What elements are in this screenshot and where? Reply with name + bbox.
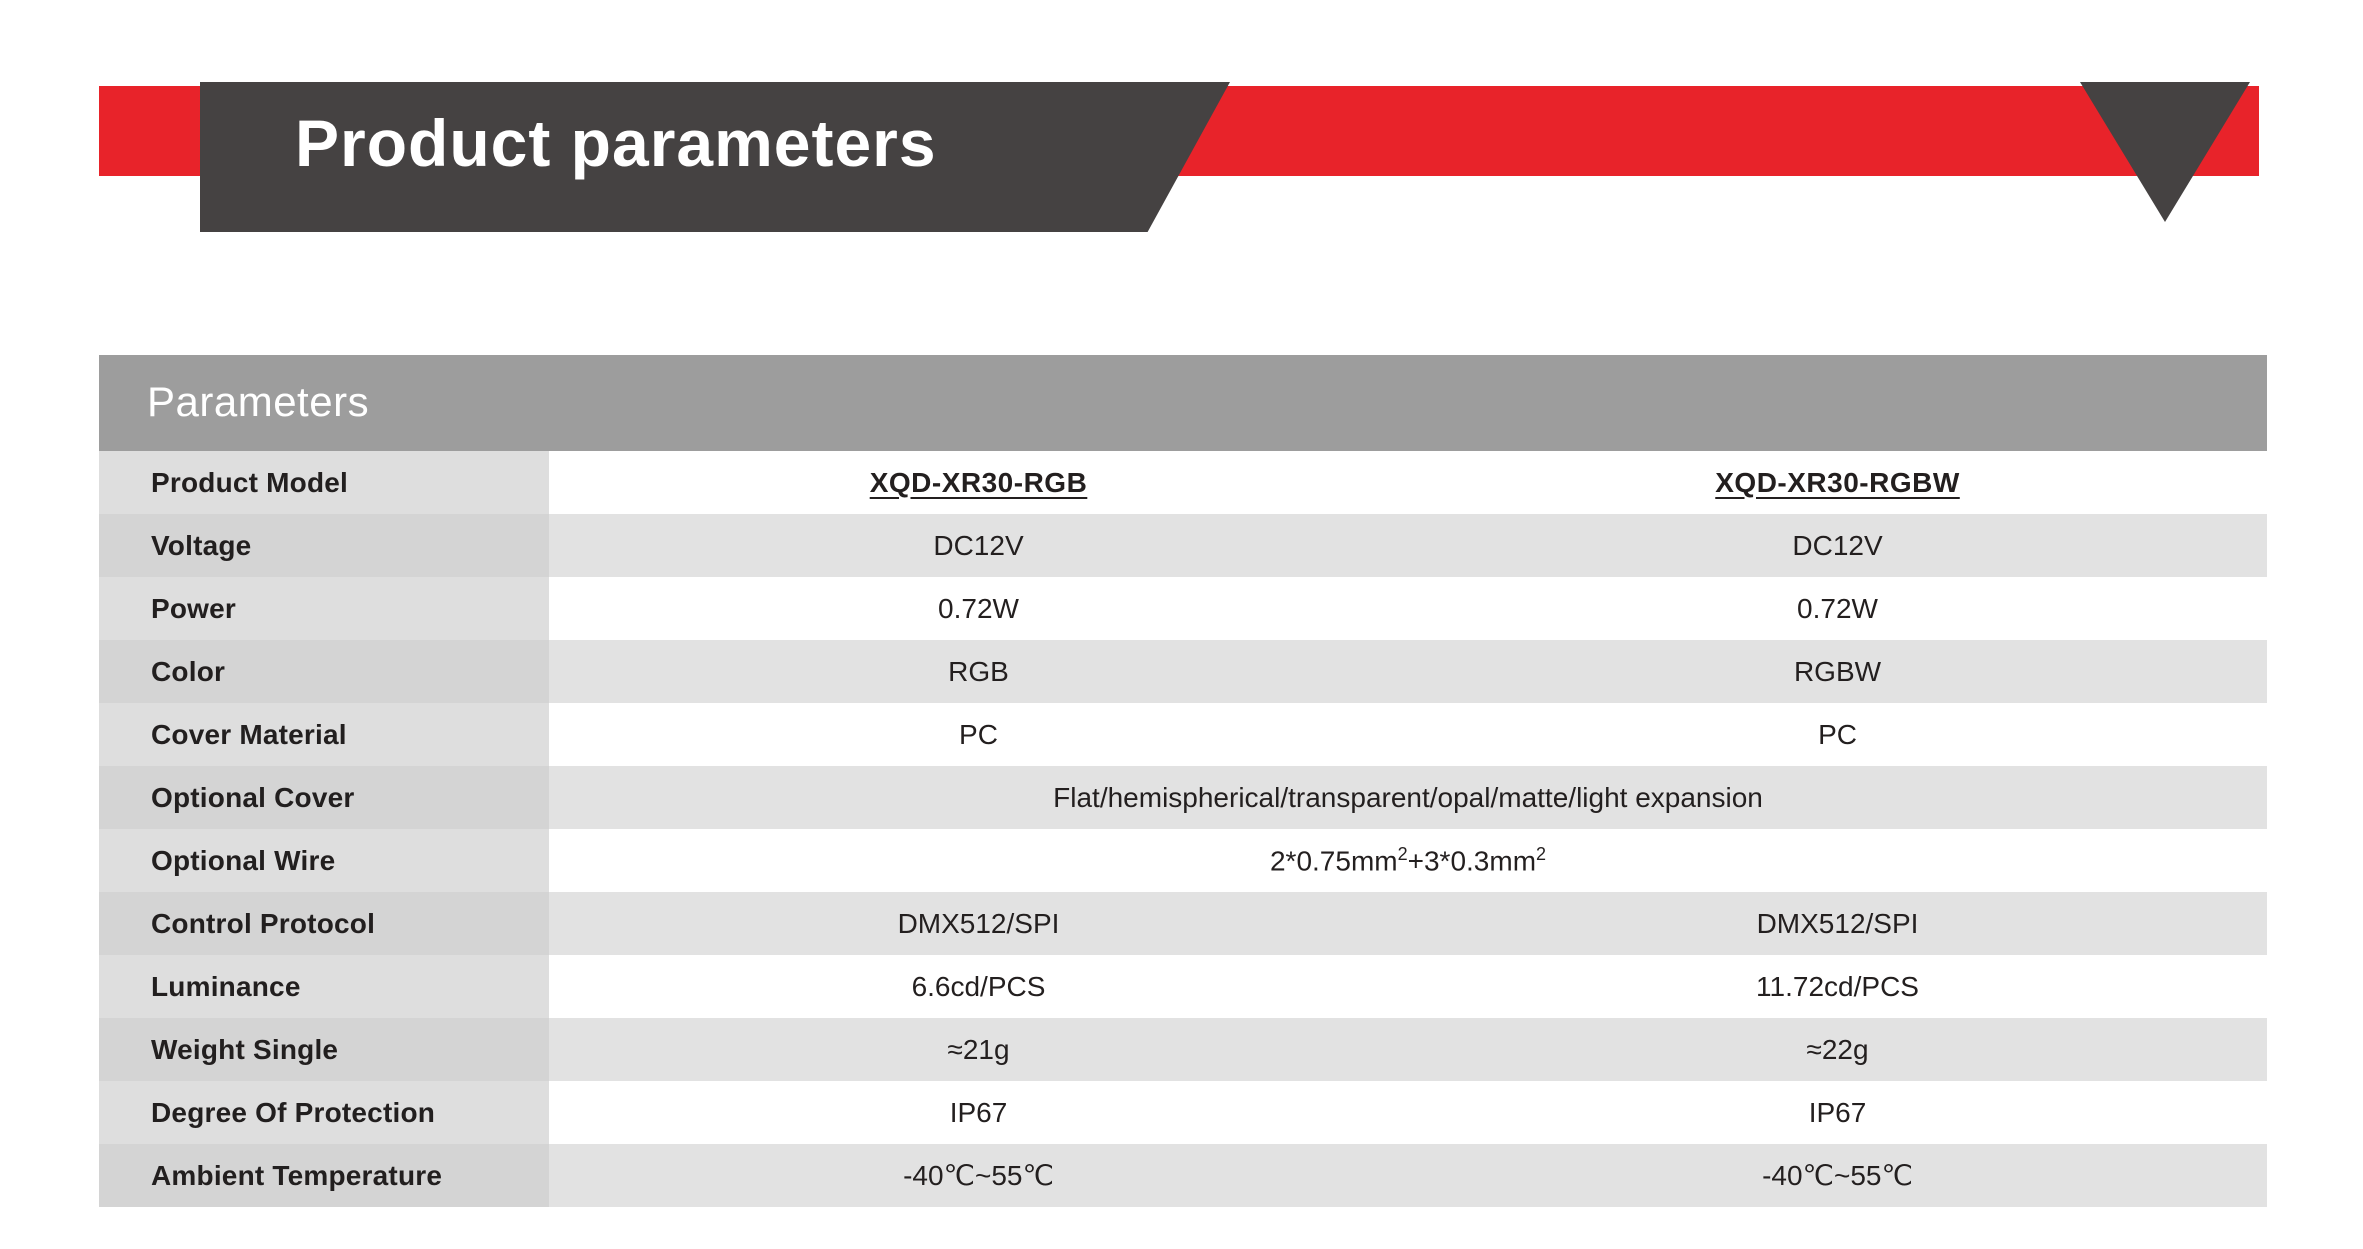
product-model-rgbw: XQD-XR30-RGBW xyxy=(1715,466,1960,498)
row-value-col1: DMX512/SPI xyxy=(549,892,1408,955)
table-row xyxy=(99,1144,2267,1207)
row-value-col2: IP67 xyxy=(1408,1081,2267,1144)
row-label: Power xyxy=(99,577,549,640)
row-label: Color xyxy=(99,640,549,703)
table-body xyxy=(99,451,2267,1207)
table-row xyxy=(99,1018,2267,1081)
table-header-row xyxy=(99,355,2267,451)
row-value-col2: ≈22g xyxy=(1408,1018,2267,1081)
row-value-span: $2*0.75mm^2+3*0.3mm^2$ xyxy=(549,829,2267,892)
table-row xyxy=(99,451,2267,514)
row-value-col1: RGB xyxy=(549,640,1408,703)
row-value-col2: 0.72W xyxy=(1408,577,2267,640)
row-value-col1: 6.6cd/PCS xyxy=(549,955,1408,1018)
row-value-col1: PC xyxy=(549,703,1408,766)
table-row xyxy=(99,640,2267,703)
row-value-col1: IP67 xyxy=(549,1081,1408,1144)
table-row xyxy=(99,1081,2267,1144)
row-label: Luminance xyxy=(99,955,549,1018)
superscript-two: 2 xyxy=(1536,843,1547,864)
row-label: Ambient Temperature xyxy=(99,1144,549,1207)
table-row xyxy=(99,829,2267,892)
row-label: Voltage xyxy=(99,514,549,577)
row-label: Degree Of Protection xyxy=(99,1081,549,1144)
row-value-col2 xyxy=(1408,451,2267,514)
table-row xyxy=(99,703,2267,766)
row-value-col2: -40℃~55℃ xyxy=(1408,1144,2267,1207)
row-value-col2: PC xyxy=(1408,703,2267,766)
row-label: Weight Single xyxy=(99,1018,549,1081)
page-title: Product parameters xyxy=(295,106,937,180)
table-row xyxy=(99,766,2267,829)
parameters-table xyxy=(99,355,2267,1207)
row-value-col2: DC12V xyxy=(1408,514,2267,577)
row-label: Product Model xyxy=(99,451,549,514)
row-value-col1: -40℃~55℃ xyxy=(549,1144,1408,1207)
row-value-col1: 0.72W xyxy=(549,577,1408,640)
table-row xyxy=(99,577,2267,640)
row-value-col1: DC12V xyxy=(549,514,1408,577)
superscript-two: 2 xyxy=(1397,843,1408,864)
row-label: Optional Wire xyxy=(99,829,549,892)
table-row xyxy=(99,955,2267,1018)
row-value-col2: RGBW xyxy=(1408,640,2267,703)
row-value-col2: 11.72cd/PCS xyxy=(1408,955,2267,1018)
row-label: Cover Material xyxy=(99,703,549,766)
chevron-down-icon xyxy=(2080,82,2250,222)
product-model-rgb: XQD-XR30-RGB xyxy=(869,466,1088,498)
row-value-span: Flat/hemispherical/transparent/opal/matte/light expansion xyxy=(549,766,2267,829)
row-value-col2: DMX512/SPI xyxy=(1408,892,2267,955)
row-value-col1 xyxy=(549,451,1408,514)
row-value-col1: ≈21g xyxy=(549,1018,1408,1081)
page-header-banner xyxy=(0,0,2363,260)
table-header-title: Parameters xyxy=(99,355,2267,451)
table-row xyxy=(99,514,2267,577)
row-label: Optional Cover xyxy=(99,766,549,829)
row-label: Control Protocol xyxy=(99,892,549,955)
table-row xyxy=(99,892,2267,955)
